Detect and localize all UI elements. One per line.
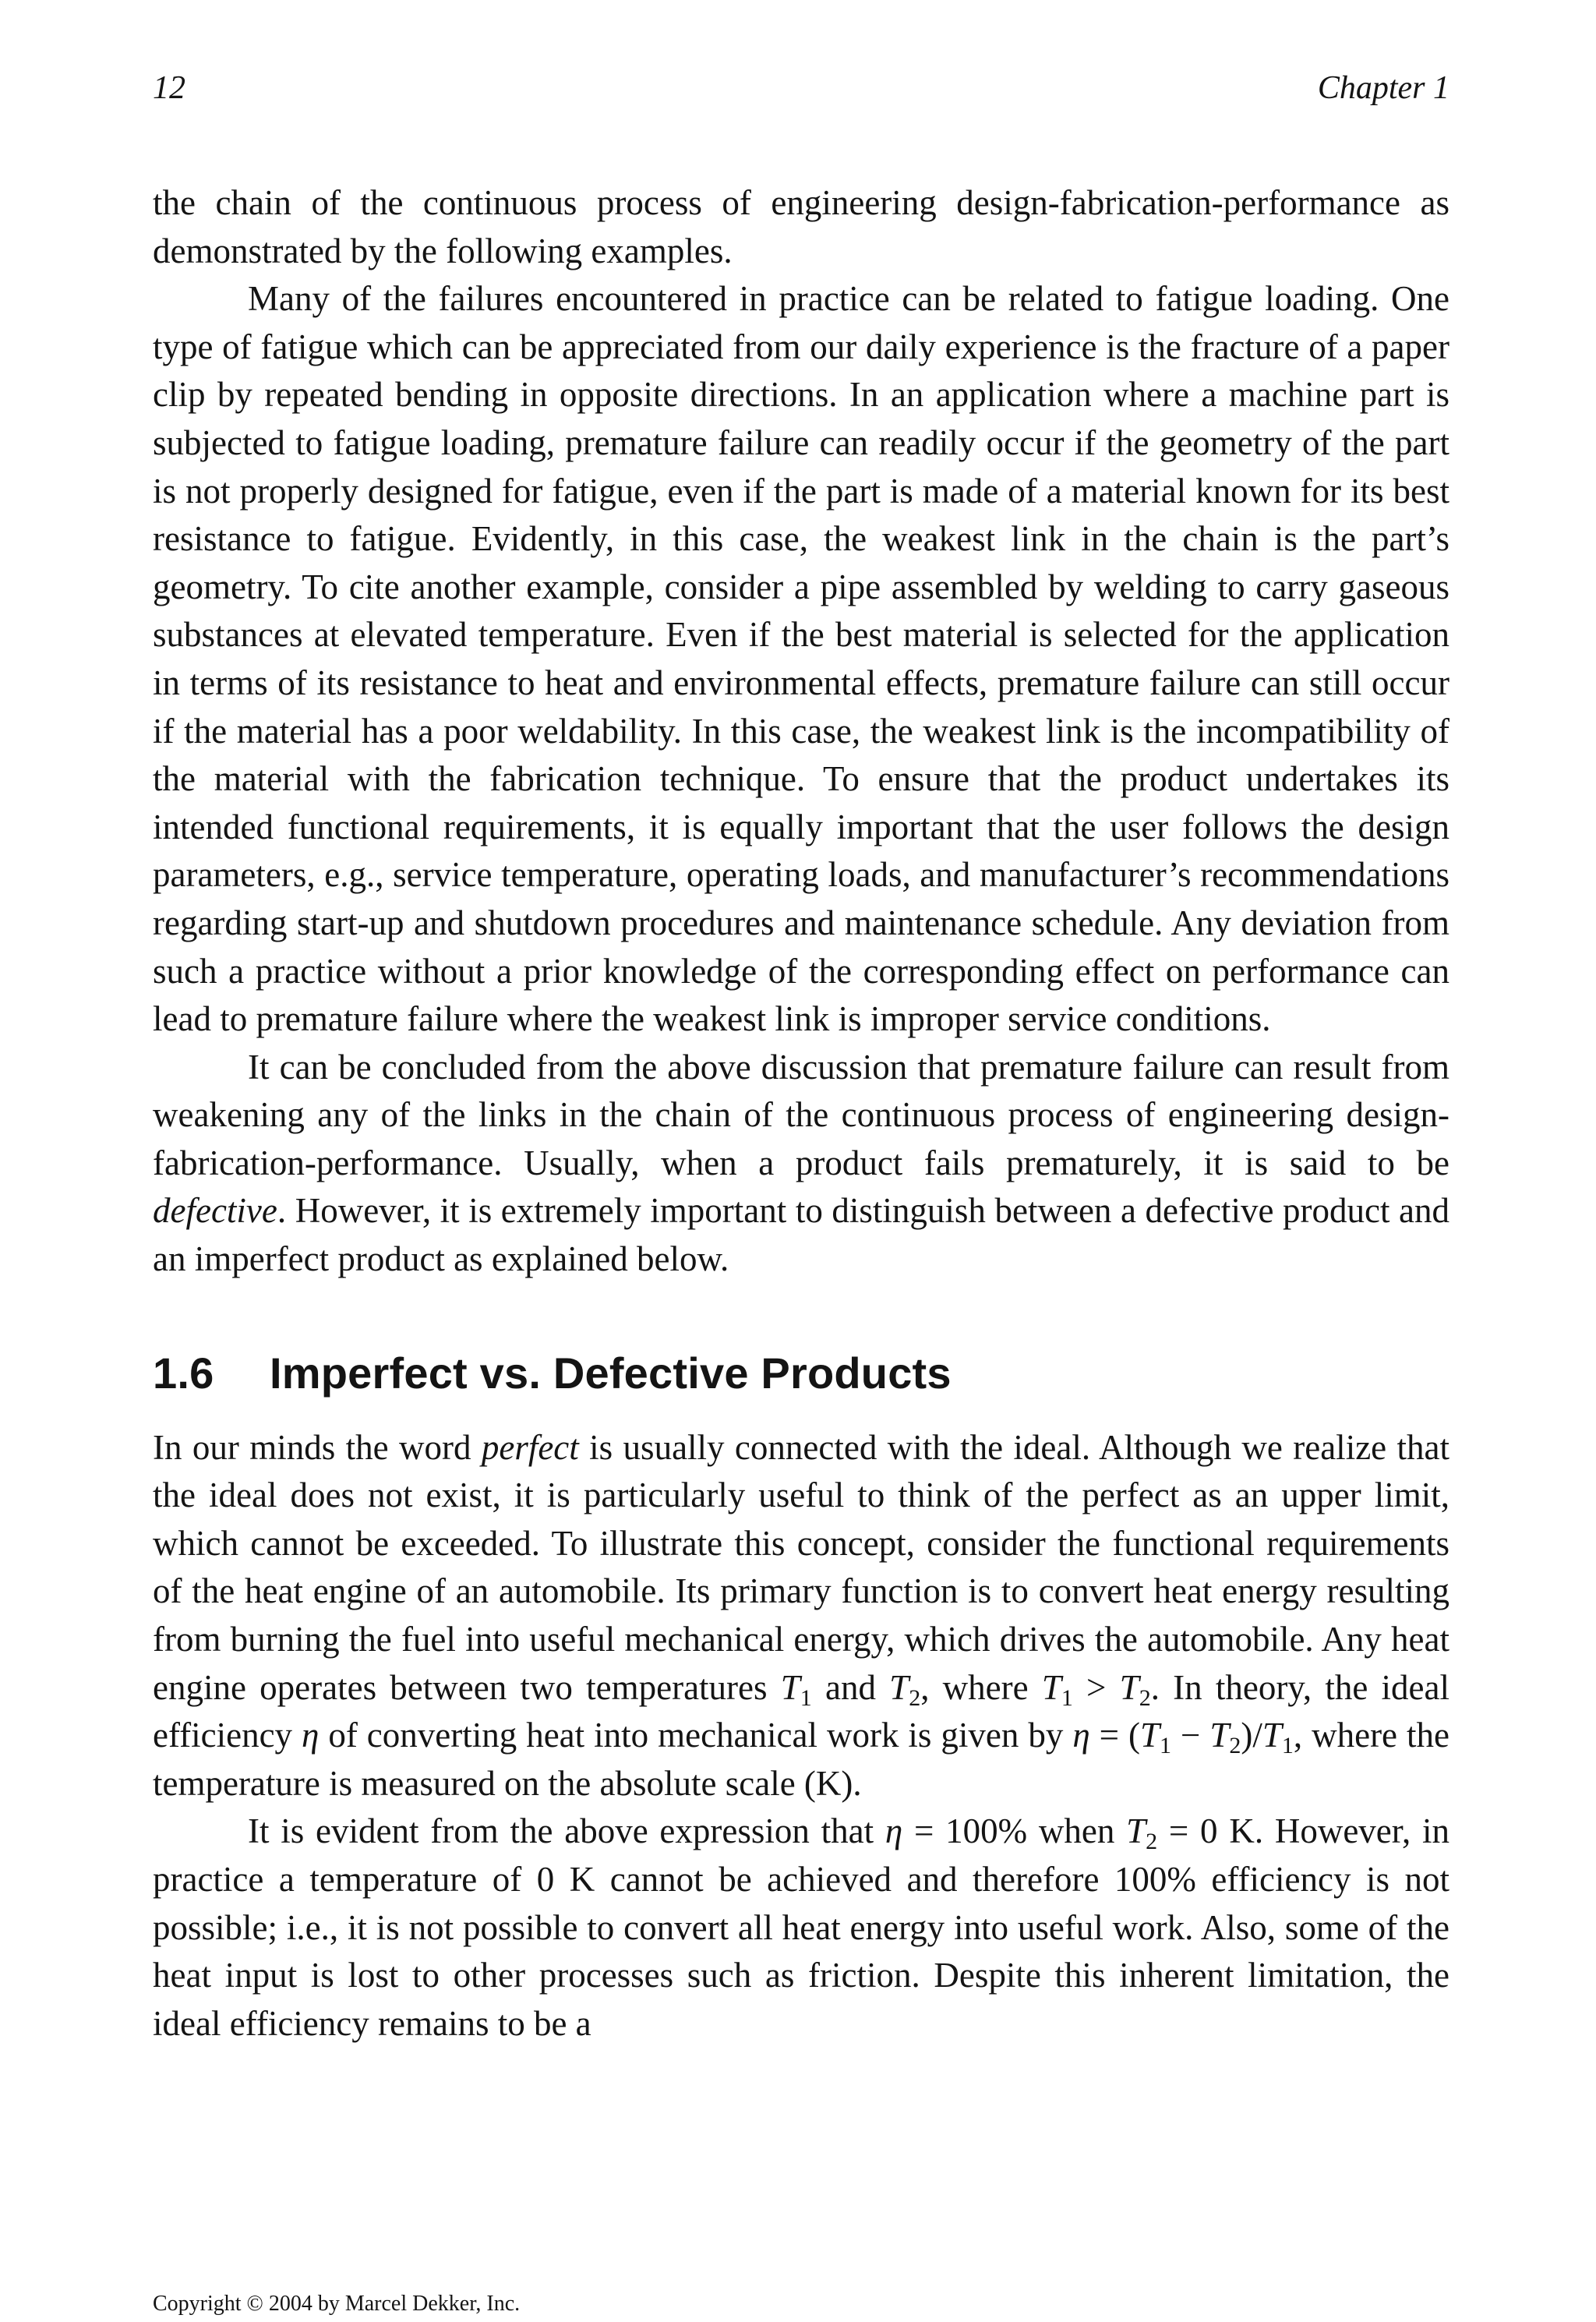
- math-eta: η: [302, 1716, 320, 1755]
- math-symbol: T: [1126, 1811, 1146, 1851]
- math-subscript: 2: [909, 1684, 921, 1711]
- paragraph-defective: [153, 1044, 1449, 1284]
- paragraph-efficiency: [153, 1808, 1449, 2048]
- text-run: is usually connected with the ideal. Although we realize that the ideal does not exist, it is particularly useful to think of the perfect as an upper limit, which cannot be exceeded. To illustrate this concept, consider the functional requirements of the heat engine of an automobile. Its primary function is to convert heat energy resulting from burning the fuel into useful mechanical energy, which drives the automobile. Any heat engine operates between two temperatures: [153, 1427, 1449, 1707]
- math-t2: [889, 1667, 921, 1711]
- math-symbol: T: [889, 1667, 909, 1707]
- paragraph-fatigue-examples: Many of the failures encountered in practice can be related to fatigue loading. One type of fatigue which can be appreciated from our daily experience is the fracture of a paper clip by repeated bending in opposite directions. In an application where a machine part is subjected to fatigue loading, premature failure can readily occur if the geometry of the part is not properly designed for fatigue, even if the part is made of a material known for its best resistance to fatigue. Evidently, in this case, the weakest link in the chain is the part’s geometry. To cite another example, consider a pipe assembled by welding to carry gaseous substances at elevated temperature. Even if the best material is selected for the application in terms of its resistance to heat and environmental effects, premature failure can still occur if the material has a poor weldability. In this case, the weakest link is the incompatibility of the material with the fabrication technique. To ensure that the product undertakes its intended functional requirements, it is equally important that the user follows the design parameters, e.g., service temperature, operating loads, and manufacturer’s recommendations regarding start-up and shutdown procedures and maintenance schedule. Any deviation from such a practice without a prior knowledge of the corresponding effect on performance can lead to premature failure where the weakest link is improper service conditions.: [153, 279, 1449, 1039]
- text-run: . In theory, the ideal efficiency: [153, 1667, 1449, 1755]
- math-symbol: η: [1072, 1716, 1090, 1755]
- math-symbol: T: [1139, 1716, 1160, 1755]
- math-subscript: 2: [1139, 1684, 1151, 1711]
- body-text: [153, 179, 1449, 2048]
- text-run: and: [811, 1667, 890, 1707]
- math-subscript: 2: [1146, 1829, 1158, 1855]
- text-run: , where: [920, 1667, 1042, 1707]
- page-number: 12: [153, 70, 185, 106]
- math-efficiency-formula: [1072, 1716, 1294, 1759]
- text-run: = 0 K. However, in practice a temperature of 0 K cannot be achieved and therefore 100% efficiency is not possible; i.e., it is not possible to convert all heat energy into useful work. Also, some of the heat input is lost to other processes such as friction. Despite this inherent limitation, the ideal efficiency remains to be a: [153, 1811, 1449, 2043]
- math-subscript: 1: [1281, 1733, 1294, 1759]
- text-run: . However, it is extremely important to distinguish between a defective product and an imperfect product as explained below.: [153, 1191, 1449, 1279]
- text-run: It can be concluded from the above discussion that premature failure can result from weakening any of the links in the chain of the continuous process of engineering design-fabrication-performance. Usually, when a product fails prematurely, it is said to be: [153, 1047, 1449, 1182]
- paragraph-perfect: [153, 1424, 1449, 1808]
- copyright-footer: Copyright © 2004 by Marcel Dekker, Inc.: [153, 2292, 521, 2316]
- math-eta: η: [885, 1811, 903, 1851]
- running-head: [153, 69, 1449, 108]
- math-t2: [1126, 1811, 1158, 1855]
- emphasis-perfect: perfect: [481, 1427, 579, 1467]
- math-symbol: T: [1119, 1667, 1139, 1707]
- math-operator: )/: [1241, 1716, 1262, 1755]
- math-operator: = (: [1089, 1716, 1140, 1755]
- text-run: = 100% when: [902, 1811, 1127, 1851]
- math-inequality: [1041, 1667, 1151, 1711]
- paragraph-continuation: the chain of the continuous process of engineering design-fabrication-performance as demonstrated by the following examples.: [153, 183, 1449, 270]
- math-t1: [780, 1667, 812, 1711]
- text-run: , where the temperature is measured on the absolute scale (K).: [153, 1716, 1449, 1803]
- math-operator: −: [1171, 1716, 1210, 1755]
- math-operator: >: [1072, 1667, 1120, 1707]
- math-subscript: 1: [800, 1684, 812, 1711]
- text-run: of converting heat into mechanical work is given by: [319, 1716, 1073, 1755]
- section-title: Imperfect vs. Defective Products: [270, 1348, 952, 1398]
- math-subscript: 1: [1159, 1733, 1171, 1759]
- text-run: It is evident from the above expression that: [248, 1811, 885, 1851]
- math-symbol: T: [780, 1667, 800, 1707]
- text-run: In our minds the word: [153, 1427, 482, 1467]
- emphasis-defective: defective: [153, 1191, 277, 1231]
- math-subscript: 1: [1061, 1684, 1073, 1711]
- math-subscript: 2: [1229, 1733, 1241, 1759]
- section-heading: [153, 1346, 1449, 1401]
- chapter-label: Chapter 1: [1317, 70, 1449, 106]
- math-symbol: T: [1041, 1667, 1061, 1707]
- math-symbol: T: [1209, 1716, 1230, 1755]
- section-number: 1.6: [153, 1348, 214, 1398]
- math-symbol: T: [1262, 1716, 1282, 1755]
